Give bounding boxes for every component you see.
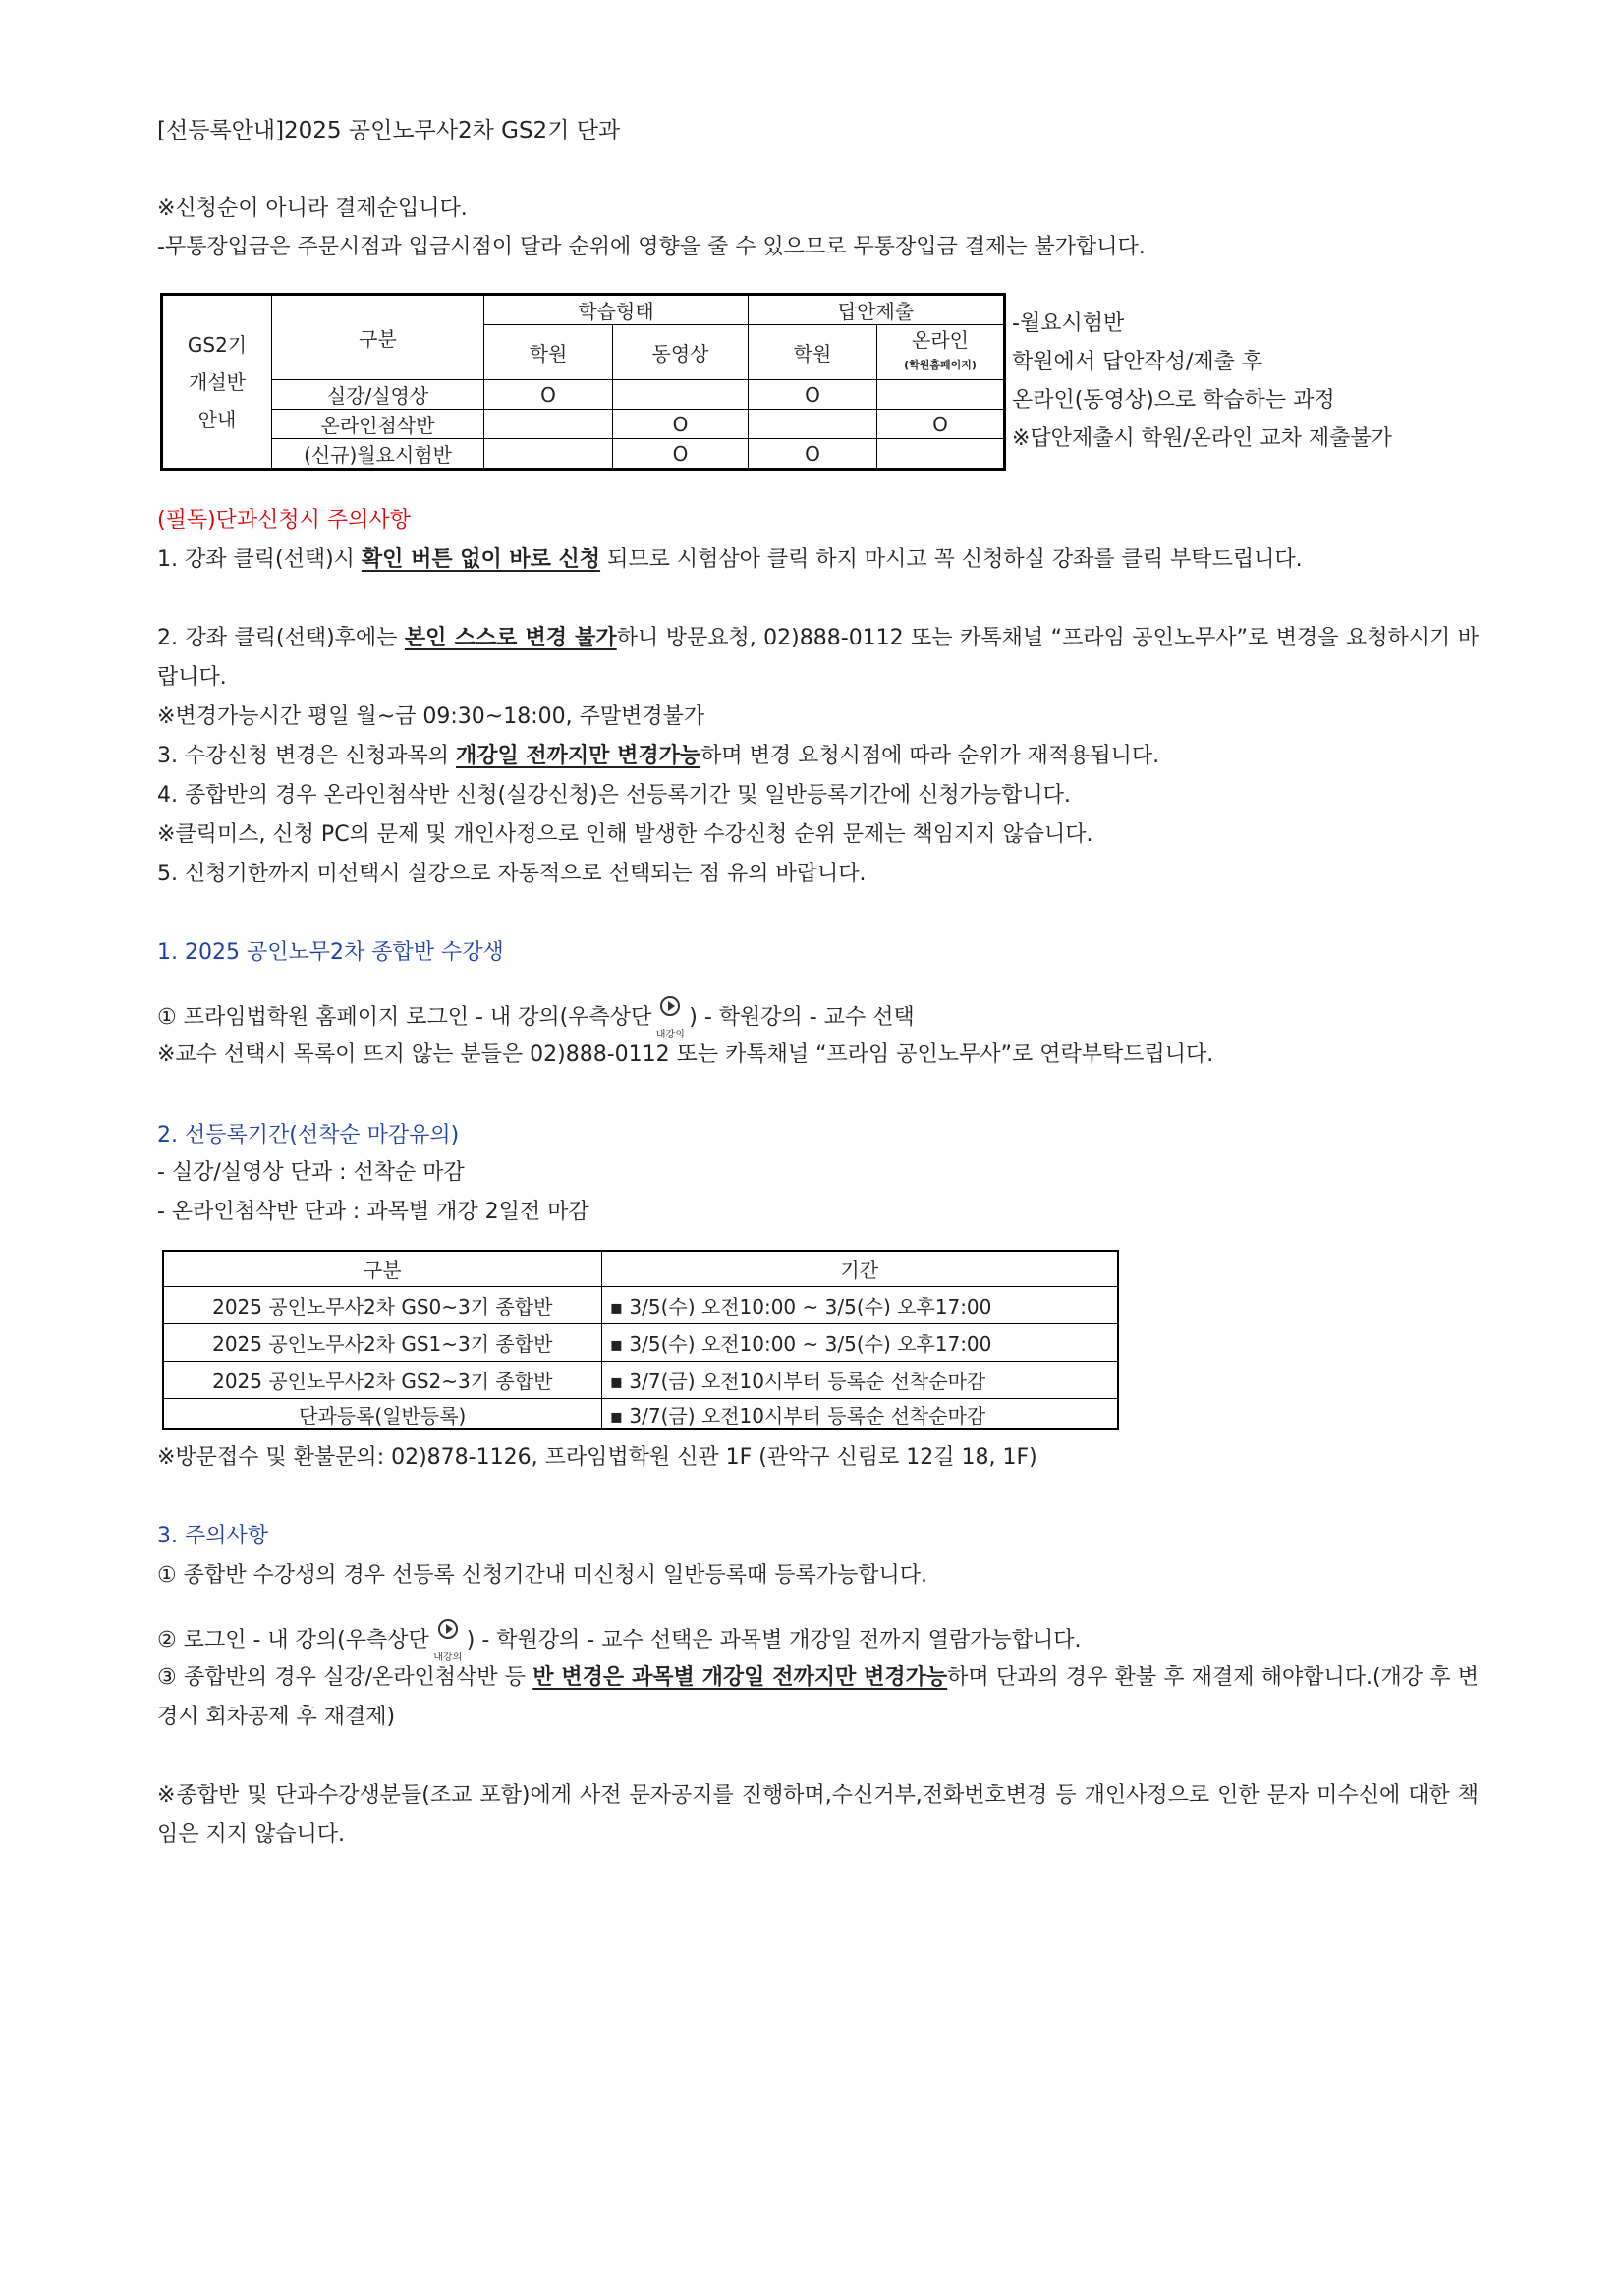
row-name: (신규)월요시험반: [272, 439, 484, 470]
row-name: 실강/실영상: [272, 380, 484, 410]
row-cell: [484, 410, 613, 439]
side-note-line: -월요시험반: [1012, 311, 1125, 336]
section3-line-3: [157, 1658, 1479, 1737]
table-cell: ▪ 3/7(금) 오전10시부터 등록순 선착순마감: [601, 1362, 1118, 1399]
table-sub-online-label: 온라인: [912, 327, 969, 352]
text: ① 프라임법학원 홈페이지 로그인 - 내 강의(우측상단: [157, 1005, 652, 1030]
table-group-submit: 답안제출: [749, 295, 1005, 325]
underlined-text: 개강일 전까지만 변경가능: [456, 744, 701, 768]
table-row: [162, 439, 1005, 470]
caution-item-4-note: ※클릭미스, 신청 PC의 문제 및 개인사정으로 인해 발생한 수강신청 순위 문제는 책임지지 않습니다.: [157, 822, 1093, 847]
row-cell: [877, 380, 1005, 410]
my-lecture-icon: [651, 996, 689, 1039]
row-cell: [613, 380, 749, 410]
text: 3. 수강신청 변경은 신청과목의: [157, 744, 456, 768]
caution-item-2-note: ※변경가능시간 평일 월~금 09:30~18:00, 주말변경불가: [157, 704, 705, 729]
table-col-gubun: 구분: [272, 295, 484, 380]
row-cell: O: [877, 410, 1005, 439]
table-header-row: [163, 1251, 1118, 1287]
side-note-line: 온라인(동영상)으로 학습하는 과정: [1012, 388, 1335, 413]
underlined-text: 반 변경은 과목별 개강일 전까지만 변경가능: [532, 1665, 948, 1690]
notice-line-2: -무통장입금은 주문시점과 입금시점이 달라 순위에 영향을 줄 수 있으므로 무통장입금 결제는 불가합니다.: [157, 235, 1146, 259]
side-note-line: ※답안제출시 학원/온라인 교차 제출불가: [1012, 426, 1392, 451]
table-row: [162, 410, 1005, 439]
table-row: [163, 1399, 1118, 1430]
document-title: [선등록안내]2025 공인노무사2차 GS2기 단과: [157, 118, 621, 143]
section2-line-2: - 온라인첨삭반 단과 : 과목별 개강 2일전 마감: [157, 1200, 589, 1224]
row-cell: O: [484, 380, 613, 410]
table-header-cell: 기간: [601, 1251, 1118, 1287]
row-cell: [749, 410, 877, 439]
caution-item-2: [157, 619, 1479, 698]
table-sub-academy: 학원: [484, 325, 613, 380]
row-cell: [484, 439, 613, 470]
table-row: [163, 1362, 1118, 1399]
footer-note: ※종합반 및 단과수강생분들(조교 포함)에게 사전 문자공지를 진행하며,수신거부,전화번호변경 등 개인사정으로 인한 문자 미수신에 대한 책임은 지지 않습니다.: [157, 1783, 1479, 1847]
text: ) - 학원강의 - 교수 선택: [689, 1005, 915, 1030]
table-row: [163, 1287, 1118, 1324]
row-cell: O: [613, 410, 749, 439]
text: ② 로그인 - 내 강의(우측상단: [157, 1628, 429, 1652]
class-info-table: [160, 293, 1006, 471]
row-cell: O: [749, 380, 877, 410]
table-row: [162, 380, 1005, 410]
text: 하니 방문요청, 02)888-0112 또는 카톡채널 “프라임 공인노무사”로 변경을 요청하시기 바랍니다.: [157, 626, 1479, 690]
section2-note: ※방문접수 및 환불문의: 02)878-1126, 프라임법학원 신관 1F (관악구 신림로 12길 18, 1F): [157, 1445, 1037, 1470]
table-row: [163, 1324, 1118, 1362]
icon-label: 내강의: [655, 1030, 685, 1040]
side-note-line: 학원에서 답안작성/제출 후: [1012, 350, 1263, 374]
table-sub-video: 동영상: [613, 325, 749, 380]
section1-line-2: ※교수 선택시 목록이 뜨지 않는 분들은 02)888-0112 또는 카톡채널 “프라임 공인노무사”로 연락부탁드립니다.: [157, 1042, 1214, 1067]
underlined-text: 확인 버튼 없이 바로 신청: [361, 547, 601, 572]
caution-item-1: [157, 540, 1479, 580]
caution-item-3: [157, 741, 1159, 772]
row-cell: O: [613, 439, 749, 470]
section3-heading: 3. 주의사항: [157, 1524, 268, 1548]
text: ) - 학원강의 - 교수 선택은 과목별 개강일 전까지 열람가능합니다.: [466, 1628, 1082, 1652]
side-note: [1012, 305, 1392, 458]
table-cell: ▪ 3/5(수) 오전10:00 ~ 3/5(수) 오후17:00: [601, 1287, 1118, 1324]
caution-item-5: 5. 신청기한까지 미선택시 실강으로 자동적으로 선택되는 점 유의 바랍니다.: [157, 862, 867, 886]
row-cell: [877, 439, 1005, 470]
text: 하며 변경 요청시점에 따라 순위가 재적용됩니다.: [700, 744, 1160, 768]
icon-label: 내강의: [433, 1652, 463, 1663]
section2-line-1: - 실강/실영상 단과 : 선착순 마감: [157, 1160, 465, 1185]
my-lecture-icon: [429, 1619, 467, 1662]
section1-line-1: [157, 996, 915, 1039]
registration-period-table: [162, 1250, 1119, 1430]
text: 2. 강좌 클릭(선택)후에는: [157, 626, 405, 650]
table-cell: ▪ 3/5(수) 오전10:00 ~ 3/5(수) 오후17:00: [601, 1324, 1118, 1362]
table-header-cell: 구분: [163, 1251, 601, 1287]
table-cell: 단과등록(일반등록): [163, 1399, 601, 1430]
table-sub-online-note: (학원홈페이지): [904, 358, 977, 371]
section1-heading: 1. 2025 공인노무2차 종합반 수강생: [157, 940, 504, 965]
section3-line-1: ① 종합반 수강생의 경우 선등록 신청기간내 미신청시 일반등록때 등록가능합니다.: [157, 1563, 927, 1588]
table-cell: ▪ 3/7(금) 오전10시부터 등록순 선착순마감: [601, 1399, 1118, 1430]
section3-line-2: [157, 1619, 1081, 1662]
table-sub-academy-2: 학원: [749, 325, 877, 380]
text: ③ 종합반의 경우 실강/온라인첨삭반 등: [157, 1665, 533, 1690]
caution-heading: (필독)단과신청시 주의사항: [157, 508, 411, 532]
text: 되므로 시험삼아 클릭 하지 마시고 꼭 신청하실 강좌를 클릭 부탁드립니다.: [600, 547, 1303, 572]
table-cell: 2025 공인노무사2차 GS2~3기 종합반: [163, 1362, 601, 1399]
table-group-study: 학습형태: [484, 295, 749, 325]
text: 하며 단과의 경우 환불 후 재결제 해야합니다.(개강 후 변경시 회차공제 후 재결제): [157, 1665, 1479, 1729]
table-cell: 2025 공인노무사2차 GS1~3기 종합반: [163, 1324, 601, 1362]
row-name: 온라인첨삭반: [272, 410, 484, 439]
table-rowhead: GS2기 개설반 안내: [162, 295, 272, 470]
section2-heading: 2. 선등록기간(선착순 마감유의): [157, 1123, 460, 1148]
table-sub-online: [877, 325, 1005, 380]
row-cell: O: [749, 439, 877, 470]
table-cell: 2025 공인노무사2차 GS0~3기 종합반: [163, 1287, 601, 1324]
text: 1. 강좌 클릭(선택)시: [157, 547, 362, 572]
underlined-text: 본인 스스로 변경 불가: [404, 626, 617, 650]
notice-line-1: ※신청순이 아니라 결제순입니다.: [157, 196, 468, 221]
caution-item-4: 4. 종합반의 경우 온라인첨삭반 신청(실강신청)은 선등록기간 및 일반등록기간에 신청가능합니다.: [157, 783, 1071, 808]
